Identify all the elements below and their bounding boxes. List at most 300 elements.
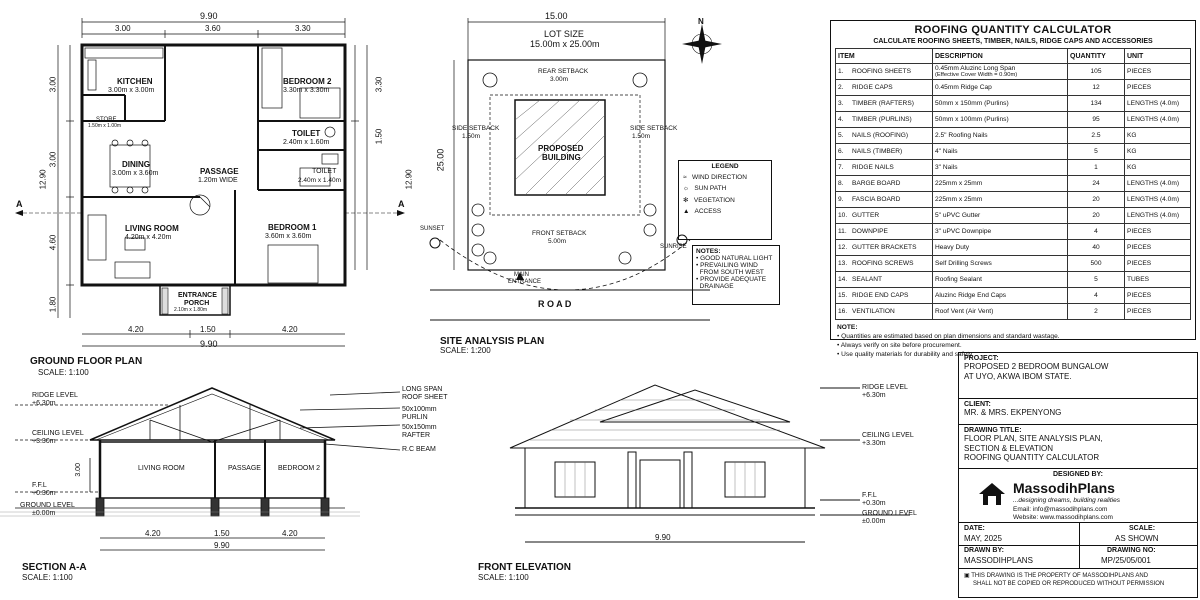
room-passage-size: 1.20m WIDE bbox=[198, 177, 238, 184]
legend-title: LEGEND bbox=[711, 163, 739, 170]
calculator-note-2: • Always verify on site before procurement. bbox=[837, 341, 962, 349]
elev-ffl: F.F.L bbox=[862, 492, 877, 499]
designer-section bbox=[959, 469, 1197, 523]
calc-description bbox=[933, 224, 1068, 240]
calc-item-number: 14. bbox=[838, 276, 848, 283]
room-bedroom2: BEDROOM 2 bbox=[283, 77, 332, 86]
dim-top-3: 3.30 bbox=[295, 24, 311, 33]
calc-description-text: 3" Nails bbox=[935, 164, 958, 171]
scale-value: AS SHOWN bbox=[1115, 534, 1159, 543]
sec-ffl-val: +0.30m bbox=[32, 490, 56, 497]
site-notes bbox=[692, 245, 780, 305]
calc-item-name: GUTTER bbox=[852, 212, 880, 219]
legend-access-label: ACCESS bbox=[694, 208, 722, 215]
section-mark-right: A bbox=[398, 199, 405, 209]
calc-description bbox=[933, 256, 1068, 272]
calc-item bbox=[836, 192, 933, 208]
room-bedroom1: BEDROOM 1 bbox=[268, 223, 317, 232]
drawing-title-2: SECTION & ELEVATION bbox=[964, 443, 1054, 453]
elevation-scale: SCALE: 1:100 bbox=[478, 573, 529, 582]
calc-item-number: 1. bbox=[838, 68, 844, 75]
calc-item bbox=[836, 128, 933, 144]
header-item: ITEM bbox=[836, 49, 933, 64]
calc-item-name: RIDGE NAILS bbox=[852, 164, 894, 171]
site-note-4: • PROVIDE ADEQUATE bbox=[696, 276, 767, 283]
calc-description-text: 0.45mm Ridge Cap bbox=[935, 84, 992, 91]
sec-dim-3: 4.20 bbox=[282, 529, 298, 538]
sunrise-label: SUNRISE bbox=[660, 244, 687, 250]
calc-item-name: ROOFING SCREWS bbox=[852, 260, 914, 267]
header-quantity: QUANTITY bbox=[1068, 49, 1125, 64]
site-note-3 bbox=[696, 269, 776, 276]
drawing-title-1: FLOOR PLAN, SITE ANALYSIS PLAN, bbox=[964, 434, 1103, 443]
dim-left-3: 4.60 bbox=[48, 234, 58, 251]
copyright-notice bbox=[964, 573, 1164, 589]
calc-quantity: 95 bbox=[1068, 112, 1125, 128]
room-bedroom1-size: 3.60m x 3.60m bbox=[265, 233, 312, 240]
calc-description bbox=[933, 240, 1068, 256]
room-toilet: TOILET bbox=[292, 129, 321, 138]
project-label: PROJECT: bbox=[964, 355, 999, 362]
calc-unit: KG bbox=[1125, 144, 1191, 160]
dim-left-4: 1.80 bbox=[48, 296, 58, 313]
calc-item-name: BARGE BOARD bbox=[852, 180, 901, 187]
calc-quantity: 2 bbox=[1068, 304, 1125, 320]
calc-description-subtext: (Effective Cover Width = 0.90m) bbox=[935, 72, 1018, 78]
floor-plan-title: GROUND FLOOR PLAN bbox=[30, 356, 143, 367]
calc-item-name: VENTILATION bbox=[852, 308, 895, 315]
calc-item bbox=[836, 144, 933, 160]
client-label: CLIENT: bbox=[964, 401, 991, 408]
calc-item-number: 12. bbox=[838, 244, 848, 251]
calculator-subtitle: CALCULATE ROOFING SHEETS, TIMBER, NAILS, RIDGE CAPS AND ACCESSORIES bbox=[873, 38, 1153, 45]
site-note-5-text: DRAINAGE bbox=[699, 283, 734, 290]
brand-name: MassodihPlans bbox=[1013, 480, 1115, 496]
calc-item bbox=[836, 112, 933, 128]
calc-item-number: 7. bbox=[838, 164, 844, 171]
calc-unit: PIECES bbox=[1125, 304, 1191, 320]
meta-divider bbox=[1079, 523, 1080, 569]
calculator-row bbox=[836, 208, 1191, 224]
site-note-2-text: PREVAILING WIND bbox=[700, 262, 758, 269]
dim-left-2: 3.00 bbox=[48, 151, 58, 168]
calculator-row bbox=[836, 224, 1191, 240]
dim-bottom-1: 4.20 bbox=[128, 325, 144, 334]
front-setback-value: 5.00m bbox=[548, 238, 567, 245]
date-value: MAY, 2025 bbox=[964, 534, 1002, 543]
calc-unit: PIECES bbox=[1125, 240, 1191, 256]
dim-left-total: 12.90 bbox=[38, 169, 48, 190]
sec-ann-6: RAFTER bbox=[402, 432, 430, 439]
calc-description bbox=[933, 304, 1068, 320]
calc-quantity: 4 bbox=[1068, 288, 1125, 304]
calculator-row bbox=[836, 80, 1191, 96]
drawn-by-label: DRAWN BY: bbox=[964, 547, 1004, 554]
calc-description bbox=[933, 80, 1068, 96]
title-block bbox=[958, 352, 1198, 598]
calculator-row bbox=[836, 272, 1191, 288]
calculator-row bbox=[836, 64, 1191, 80]
sec-ann-4: PURLIN bbox=[402, 414, 428, 421]
calc-quantity: 24 bbox=[1068, 176, 1125, 192]
sec-height: 3.00 bbox=[74, 463, 82, 477]
sec-room-bedroom2: BEDROOM 2 bbox=[278, 465, 321, 472]
site-note-1: • GOOD NATURAL LIGHT bbox=[696, 255, 773, 262]
calculator-row bbox=[836, 128, 1191, 144]
room-toilet2: TOILET bbox=[312, 168, 337, 175]
dim-right-1: 3.30 bbox=[374, 76, 384, 93]
calc-item bbox=[836, 64, 933, 80]
legend-vegetation-label: VEGETATION bbox=[693, 197, 735, 204]
dim-left-1: 3.00 bbox=[48, 76, 58, 93]
copyright-line-2: SHALL NOT BE COPIED OR REPRODUCED WITHOUT PERMISSION bbox=[973, 580, 1165, 587]
calc-description bbox=[933, 192, 1068, 208]
room-kitchen: KITCHEN bbox=[117, 77, 153, 86]
calc-description-text: 225mm x 25mm bbox=[935, 196, 983, 203]
elev-dim-total: 9.90 bbox=[655, 533, 671, 542]
floor-plan-drawing bbox=[0, 0, 420, 380]
calc-unit: LENGTHS (4.0m) bbox=[1125, 96, 1191, 112]
site-width-dim: 15.00 bbox=[545, 11, 568, 21]
room-porch: ENTRANCE bbox=[178, 292, 217, 299]
calc-item-name: RIDGE CAPS bbox=[852, 84, 893, 91]
project-line-2: AT UYO, AKWA IBOM STATE. bbox=[964, 371, 1072, 381]
sec-dim-2: 1.50 bbox=[214, 529, 230, 538]
calculator-row bbox=[836, 240, 1191, 256]
drawing-no-label: DRAWING NO: bbox=[1107, 547, 1156, 554]
calc-quantity: 20 bbox=[1068, 192, 1125, 208]
calc-quantity: 2.5 bbox=[1068, 128, 1125, 144]
calc-quantity: 5 bbox=[1068, 144, 1125, 160]
calculator-note-3: • Use quality materials for durability and safety. bbox=[837, 350, 974, 358]
calc-description bbox=[933, 288, 1068, 304]
drawing-title-label: DRAWING TITLE: bbox=[964, 427, 1022, 434]
roofing-calculator bbox=[830, 20, 1196, 358]
sec-ann-5: 50x150mm bbox=[402, 424, 437, 431]
calculator-note-title: NOTE: bbox=[837, 324, 858, 331]
calc-unit: LENGTHS (4.0m) bbox=[1125, 112, 1191, 128]
sec-ridge-val: +6.30m bbox=[32, 400, 56, 407]
calc-item bbox=[836, 256, 933, 272]
calculator-row bbox=[836, 112, 1191, 128]
header-unit: UNIT bbox=[1125, 49, 1191, 64]
dim-bottom-3: 4.20 bbox=[282, 325, 298, 334]
floor-plan-scale: SCALE: 1:100 bbox=[38, 368, 89, 377]
sec-ceiling-level: CEILING LEVEL bbox=[32, 430, 84, 437]
main-entrance-2: ENTRANCE bbox=[508, 279, 542, 285]
dim-bottom-2: 1.50 bbox=[200, 325, 216, 334]
proposed-building-2: BUILDING bbox=[542, 153, 581, 162]
calc-unit: LENGTHS (4.0m) bbox=[1125, 176, 1191, 192]
calculator-row bbox=[836, 256, 1191, 272]
calc-item bbox=[836, 96, 933, 112]
room-living-size: 4.20m x 4.20m bbox=[125, 234, 172, 241]
calc-description-text: 50mm x 100mm (Purlins) bbox=[935, 116, 1009, 123]
client-section bbox=[959, 399, 1197, 425]
calc-description-text: 3" uPVC Downpipe bbox=[935, 228, 992, 235]
north-label: N bbox=[698, 17, 704, 26]
calculator-row bbox=[836, 160, 1191, 176]
calc-item bbox=[836, 272, 933, 288]
calc-description-text: 5" uPVC Gutter bbox=[935, 212, 981, 219]
elev-ridge-level: RIDGE LEVEL bbox=[862, 384, 908, 391]
legend-wind-label: WIND DIRECTION bbox=[692, 174, 747, 181]
calc-item-name: NAILS (ROOFING) bbox=[852, 132, 909, 139]
calculator-table bbox=[835, 48, 1191, 320]
elev-ground-val: ±0.00m bbox=[862, 518, 886, 525]
side-setback-left-label: SIDE SETBACK bbox=[452, 125, 500, 132]
site-note-1-text: GOOD NATURAL LIGHT bbox=[700, 255, 773, 262]
elev-ground-level: GROUND LEVEL bbox=[862, 510, 917, 517]
legend-item-vegetation: ✻ VEGETATION bbox=[683, 197, 735, 204]
sec-dim-total: 9.90 bbox=[214, 541, 230, 550]
calc-unit: LENGTHS (4.0m) bbox=[1125, 192, 1191, 208]
legend-item-access: ▲ ACCESS bbox=[683, 208, 722, 215]
site-legend bbox=[678, 160, 772, 240]
calc-unit: KG bbox=[1125, 160, 1191, 176]
calculator-row bbox=[836, 96, 1191, 112]
calc-description-text: Roofing Sealant bbox=[935, 276, 982, 283]
calc-item-number: 9. bbox=[838, 196, 844, 203]
calculator-row bbox=[836, 288, 1191, 304]
calc-quantity: 500 bbox=[1068, 256, 1125, 272]
calc-item-number: 16. bbox=[838, 308, 848, 315]
side-setback-left-value: 1.50m bbox=[462, 133, 481, 140]
dim-right-2: 1.50 bbox=[374, 128, 384, 145]
sec-ann-7: R.C BEAM bbox=[402, 446, 436, 453]
calc-unit: KG bbox=[1125, 128, 1191, 144]
calc-unit: TUBES bbox=[1125, 272, 1191, 288]
lot-size-label: LOT SIZE bbox=[544, 29, 584, 39]
section-aa bbox=[0, 380, 460, 600]
room-toilet2-size: 2.40m x 1.40m bbox=[298, 177, 341, 184]
project-line-1: PROPOSED 2 BEDROOM BUNGALOW bbox=[964, 362, 1109, 371]
calc-description bbox=[933, 176, 1068, 192]
calc-description-text: 50mm x 150mm (Purlins) bbox=[935, 100, 1009, 107]
calc-item-name: DOWNPIPE bbox=[852, 228, 888, 235]
calc-item bbox=[836, 160, 933, 176]
calc-item-name: RIDGE END CAPS bbox=[852, 292, 909, 299]
sec-room-living: LIVING ROOM bbox=[138, 465, 185, 472]
calc-description bbox=[933, 208, 1068, 224]
calculator-note-1: • Quantities are estimated based on plan dimensions and standard wastage. bbox=[837, 332, 1060, 340]
calc-description-text: 0.45mm Aluzinc Long Span bbox=[935, 65, 1016, 72]
calc-unit: PIECES bbox=[1125, 80, 1191, 96]
calc-item bbox=[836, 80, 933, 96]
drawing-title-section bbox=[959, 425, 1197, 469]
legend-item-sun: ☼ SUN PATH bbox=[683, 185, 727, 192]
room-passage: PASSAGE bbox=[200, 167, 239, 176]
calc-description-text: 2.5" Roofing Nails bbox=[935, 132, 988, 139]
rear-setback-value: 3.00m bbox=[550, 76, 569, 83]
calc-quantity: 12 bbox=[1068, 80, 1125, 96]
calc-item-number: 10. bbox=[838, 212, 848, 219]
calc-item bbox=[836, 224, 933, 240]
sunset-label: SUNSET bbox=[420, 226, 445, 232]
calc-description bbox=[933, 64, 1068, 80]
side-setback-right-value: 1.50m bbox=[632, 133, 651, 140]
site-notes-title: NOTES: bbox=[696, 248, 721, 255]
site-note-2: • PREVAILING WIND bbox=[696, 262, 758, 269]
brand-email: Email: info@massodihplans.com bbox=[1013, 506, 1108, 513]
section-mark-left: A bbox=[16, 199, 23, 209]
calc-description bbox=[933, 112, 1068, 128]
sec-ann-2: ROOF SHEET bbox=[402, 394, 448, 401]
site-plan-scale: SCALE: 1:200 bbox=[440, 346, 491, 355]
dim-bottom-total: 9.90 bbox=[200, 339, 218, 349]
sec-ridge-level: RIDGE LEVEL bbox=[32, 392, 78, 399]
legend-item-wind: ≈ WIND DIRECTION bbox=[683, 174, 747, 181]
room-kitchen-size: 3.00m x 3.00m bbox=[108, 87, 155, 94]
proposed-building-1: PROPOSED bbox=[538, 144, 584, 153]
calculator-row bbox=[836, 192, 1191, 208]
calc-item-name: FASCIA BOARD bbox=[852, 196, 901, 203]
section-scale: SCALE: 1:100 bbox=[22, 573, 73, 582]
house-logo-icon bbox=[977, 481, 1007, 507]
calc-quantity: 1 bbox=[1068, 160, 1125, 176]
calc-unit: PIECES bbox=[1125, 256, 1191, 272]
date-label: DATE: bbox=[964, 525, 985, 532]
elevation-title: FRONT ELEVATION bbox=[478, 562, 571, 573]
sec-room-passage: PASSAGE bbox=[228, 465, 261, 472]
room-porch-size: 2.10m x 1.80m bbox=[174, 307, 208, 313]
scale-label: SCALE: bbox=[1129, 525, 1156, 532]
calc-description-text: Self Drilling Screws bbox=[935, 260, 992, 267]
calculator-row bbox=[836, 304, 1191, 320]
calc-quantity: 134 bbox=[1068, 96, 1125, 112]
sec-ffl: F.F.L bbox=[32, 482, 47, 489]
calculator-row bbox=[836, 176, 1191, 192]
calc-unit: PIECES bbox=[1125, 224, 1191, 240]
calc-item-number: 8. bbox=[838, 180, 844, 187]
calc-item bbox=[836, 240, 933, 256]
calc-item-name: ROOFING SHEETS bbox=[852, 68, 911, 75]
calc-item-number: 3. bbox=[838, 100, 844, 107]
calc-quantity: 40 bbox=[1068, 240, 1125, 256]
calc-item-number: 13. bbox=[838, 260, 848, 267]
calc-item-name: GUTTER BRACKETS bbox=[852, 244, 917, 251]
designed-by-label: DESIGNED BY: bbox=[1052, 471, 1104, 478]
room-bedroom2-size: 3.30m x 3.30m bbox=[283, 87, 330, 94]
calc-item-name: SEALANT bbox=[852, 276, 883, 283]
calc-description bbox=[933, 272, 1068, 288]
drawing-no-value: MP/25/05/001 bbox=[1101, 556, 1151, 565]
dim-top-1: 3.00 bbox=[115, 24, 131, 33]
calc-unit: PIECES bbox=[1125, 64, 1191, 80]
dim-top-2: 3.60 bbox=[205, 24, 221, 33]
side-setback-right-label: SIDE SETBACK bbox=[630, 125, 678, 132]
room-store-size: 1.50m x 1.00m bbox=[88, 123, 122, 129]
dim-top-total: 9.90 bbox=[200, 11, 218, 21]
calc-item bbox=[836, 176, 933, 192]
front-setback-label: FRONT SETBACK bbox=[532, 230, 587, 237]
site-note-5 bbox=[696, 283, 776, 290]
meta-section bbox=[959, 523, 1197, 569]
lot-size-value: 15.00m x 25.00m bbox=[530, 39, 600, 49]
road-label: R O A D bbox=[538, 299, 572, 309]
calc-item-number: 5. bbox=[838, 132, 844, 139]
sec-ground-val: ±0.00m bbox=[32, 510, 56, 517]
brand-website: Website: www.massodihplans.com bbox=[1013, 514, 1113, 521]
rear-setback-label: REAR SETBACK bbox=[538, 68, 589, 75]
calc-item bbox=[836, 304, 933, 320]
calc-description-text: Roof Vent (Air Vent) bbox=[935, 308, 994, 315]
site-note-3-text: FROM SOUTH WEST bbox=[699, 269, 764, 276]
sec-ann-1: LONG SPAN bbox=[402, 386, 443, 393]
calc-item-name: TIMBER (RAFTERS) bbox=[852, 100, 914, 107]
room-toilet-size: 2.40m x 1.60m bbox=[283, 139, 330, 146]
calc-quantity: 4 bbox=[1068, 224, 1125, 240]
calc-item bbox=[836, 288, 933, 304]
drawn-by-value: MASSODIHPLANS bbox=[964, 556, 1033, 565]
calculator-header-row bbox=[836, 49, 1191, 64]
calc-quantity: 20 bbox=[1068, 208, 1125, 224]
calc-item-number: 15. bbox=[838, 292, 848, 299]
calc-item bbox=[836, 208, 933, 224]
room-store: STORE bbox=[96, 117, 117, 123]
calc-description bbox=[933, 160, 1068, 176]
meta-divider-h bbox=[959, 545, 1197, 546]
floor-plan bbox=[0, 0, 420, 380]
elev-ffl-val: +0.30m bbox=[862, 500, 886, 507]
calc-description-text: Aluzinc Ridge End Caps bbox=[935, 292, 1007, 299]
drawing-title-3: ROOFING QUANTITY CALCULATOR bbox=[964, 453, 1100, 463]
sec-dim-1: 4.20 bbox=[145, 529, 161, 538]
room-dining-size: 3.00m x 3.60m bbox=[112, 170, 159, 177]
calc-description-text: 225mm x 25mm bbox=[935, 180, 983, 187]
calc-item-name: TIMBER (PURLINS) bbox=[852, 116, 912, 123]
calc-item-number: 6. bbox=[838, 148, 844, 155]
calc-item-number: 4. bbox=[838, 116, 844, 123]
calc-item-name: NAILS (TIMBER) bbox=[852, 148, 903, 155]
calc-quantity: 105 bbox=[1068, 64, 1125, 80]
project-section bbox=[959, 353, 1197, 399]
sec-ground-level: GROUND LEVEL bbox=[20, 502, 75, 509]
calculator-title: ROOFING QUANTITY CALCULATOR bbox=[914, 24, 1112, 36]
calc-description bbox=[933, 128, 1068, 144]
main-entrance-1: MAIN bbox=[514, 272, 529, 278]
section-title: SECTION A-A bbox=[22, 562, 87, 573]
site-plan-title: SITE ANALYSIS PLAN bbox=[440, 336, 545, 347]
site-depth-dim: 25.00 bbox=[435, 148, 446, 172]
calc-item-number: 11. bbox=[838, 228, 847, 235]
sec-ceiling-val: +3.30m bbox=[32, 438, 56, 445]
elev-ceiling-level: CEILING LEVEL bbox=[862, 432, 914, 439]
calc-unit: PIECES bbox=[1125, 288, 1191, 304]
site-note-4-text: PROVIDE ADEQUATE bbox=[700, 276, 767, 283]
calc-item-number: 2. bbox=[838, 84, 844, 91]
calc-unit: LENGTHS (4.0m) bbox=[1125, 208, 1191, 224]
calc-description bbox=[933, 144, 1068, 160]
copyright-text-1: THIS DRAWING IS THE PROPERTY OF MASSODIHPLANS AND bbox=[971, 573, 1149, 579]
front-elevation bbox=[470, 380, 950, 600]
brand-tagline: ...designing dreams, building realities bbox=[1013, 497, 1120, 504]
room-porch-2: PORCH bbox=[184, 300, 210, 307]
copyright-line-1: ▣ THIS DRAWING IS THE PROPERTY OF MASSODIHPLANS AND bbox=[964, 573, 1149, 579]
calculator-row bbox=[836, 144, 1191, 160]
sec-ann-3: 50x100mm bbox=[402, 406, 437, 413]
calc-description-text: 4" Nails bbox=[935, 148, 958, 155]
legend-sun-label: SUN PATH bbox=[694, 185, 727, 192]
calc-description bbox=[933, 96, 1068, 112]
room-living: LIVING ROOM bbox=[125, 224, 179, 233]
room-dining: DINING bbox=[122, 160, 150, 169]
elev-ridge-val: +6.30m bbox=[862, 392, 886, 399]
elev-ceiling-val: +3.30m bbox=[862, 440, 886, 447]
client-name: MR. & MRS. EKPENYONG bbox=[964, 408, 1062, 417]
header-description: DESCRIPTION bbox=[933, 49, 1068, 64]
calc-description-text: Heavy Duty bbox=[935, 244, 970, 251]
